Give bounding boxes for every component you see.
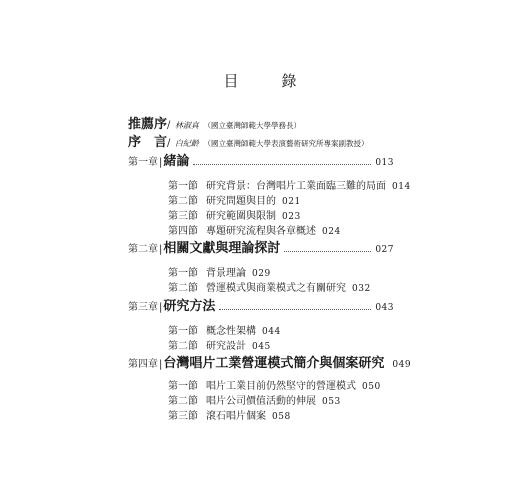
chapter-page: 043 — [375, 303, 394, 313]
chapter-entry-1[interactable] — [128, 153, 394, 169]
section-entry[interactable] — [168, 264, 271, 279]
section-title: 概念性架構 — [206, 326, 256, 337]
section-page: 021 — [282, 197, 301, 207]
preface-affiliation: （國立臺灣師範大學學務長） — [203, 121, 301, 130]
section-entry[interactable] — [168, 377, 381, 392]
section-label: 第三節 — [168, 211, 198, 222]
section-entry[interactable] — [168, 322, 281, 337]
section-title: 背景理論 — [206, 268, 246, 279]
chapter-title: 研究方法 — [163, 299, 216, 314]
preface-entry[interactable] — [128, 113, 301, 132]
section-entry[interactable] — [168, 177, 411, 192]
chapter-separator: | — [159, 244, 163, 255]
chapter-page: 049 — [392, 360, 412, 370]
section-title: 專題研究流程與各章概述 — [206, 226, 316, 237]
section-title: 研究範圍與限制 — [206, 211, 276, 222]
section-entry[interactable] — [168, 407, 291, 422]
chapter-page: 013 — [375, 158, 394, 168]
section-label: 第一節 — [168, 181, 198, 192]
section-title: 研究背景：台灣唱片工業面臨三難的局面 — [206, 181, 386, 192]
section-label: 第二節 — [168, 341, 198, 352]
section-entry[interactable] — [168, 392, 341, 407]
slash-separator: / — [167, 120, 171, 131]
slash-separator: / — [167, 138, 171, 149]
section-entry[interactable] — [168, 207, 301, 222]
chapter-label: 第二章 — [128, 244, 158, 255]
section-page: 050 — [362, 382, 381, 392]
section-label: 第二節 — [168, 196, 198, 207]
section-label: 第一節 — [168, 381, 198, 392]
section-label: 第一節 — [168, 268, 198, 279]
leader-dots — [193, 164, 371, 165]
chapter-separator: | — [159, 302, 163, 313]
section-entry[interactable] — [168, 279, 371, 294]
chapter-separator: | — [159, 359, 163, 370]
chapter-entry-4[interactable] — [128, 355, 412, 371]
section-page: 058 — [272, 412, 291, 422]
leader-dots — [284, 251, 371, 252]
leader-dots — [219, 309, 371, 310]
section-title: 唱片公司價值活動的伸展 — [206, 396, 316, 407]
section-page: 045 — [252, 342, 271, 352]
foreword-label: 序 言 — [128, 135, 168, 150]
chapter-entry-3[interactable] — [128, 298, 394, 314]
section-label: 第三節 — [168, 411, 198, 422]
section-title: 唱片工業目前仍然堅守的營運模式 — [206, 381, 356, 392]
preface-label: 推薦序 — [128, 117, 168, 132]
section-page: 044 — [262, 327, 281, 337]
section-page: 053 — [322, 397, 341, 407]
section-page: 029 — [252, 269, 271, 279]
foreword-entry[interactable] — [128, 131, 368, 150]
section-title: 營運模式與商業模式之有關研究 — [206, 283, 346, 294]
chapter-separator: | — [159, 157, 163, 168]
section-page: 023 — [282, 212, 301, 222]
chapter-title: 緒論 — [163, 154, 190, 169]
chapter-label: 第四章 — [128, 359, 158, 370]
section-label: 第四節 — [168, 226, 198, 237]
section-title: 研究設計 — [206, 341, 246, 352]
section-page: 014 — [392, 182, 411, 192]
page-title: 目 錄 — [223, 72, 311, 90]
section-page: 024 — [322, 227, 341, 237]
section-title: 滾石唱片個案 — [206, 411, 266, 422]
chapter-entry-2[interactable] — [128, 240, 394, 256]
chapter-label: 第三章 — [128, 302, 158, 313]
section-entry[interactable] — [168, 192, 301, 207]
section-entry[interactable] — [168, 222, 341, 237]
chapter-page: 027 — [375, 245, 394, 255]
section-label: 第二節 — [168, 283, 198, 294]
section-label: 第一節 — [168, 326, 198, 337]
section-entry[interactable] — [168, 337, 271, 352]
section-label: 第二節 — [168, 396, 198, 407]
foreword-affiliation: （國立臺灣師範大學表演藝術研究所專案副教授） — [203, 139, 369, 148]
chapter-label: 第一章 — [128, 157, 158, 168]
chapter-title: 相關文獻與理論探討 — [163, 241, 281, 256]
foreword-author: 白紀齡 — [174, 139, 199, 148]
chapter-title: 台灣唱片工業營運模式簡介與個案研究 — [163, 356, 385, 371]
section-title: 研究問題與目的 — [206, 196, 276, 207]
section-page: 032 — [352, 284, 371, 294]
preface-author: 林淑真 — [174, 121, 199, 130]
